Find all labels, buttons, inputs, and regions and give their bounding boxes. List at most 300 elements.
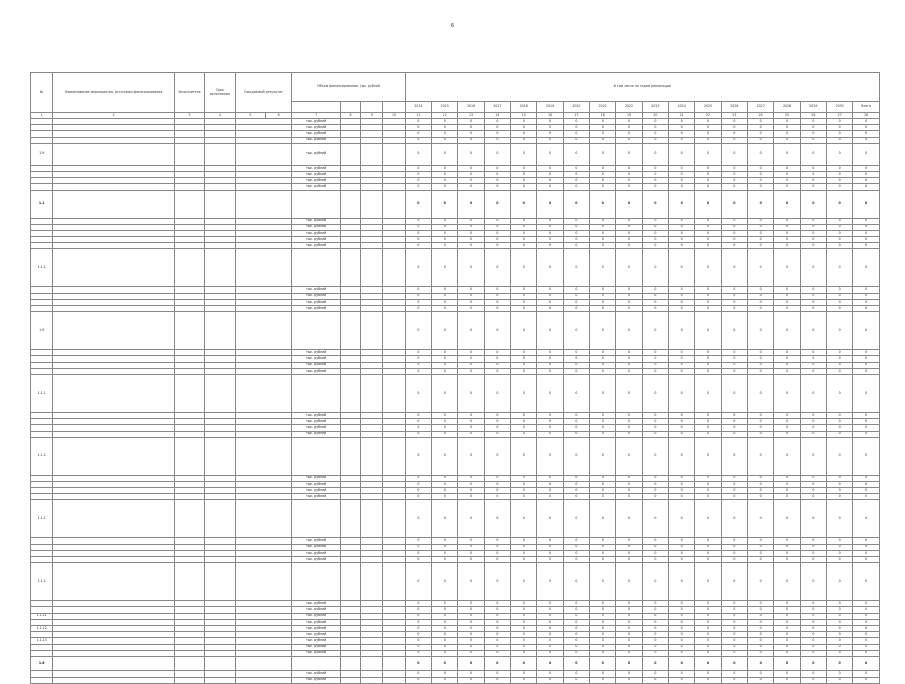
row-value: 0 [563,671,589,677]
row-deadline [205,437,235,475]
row-value: 0 [853,119,880,125]
row-value: 0 [695,218,721,224]
row-value: 0 [563,650,589,656]
row-value: 0 [642,131,668,137]
row-value: 0 [432,131,458,137]
row-value: 0 [432,419,458,425]
row-value: 0 [642,638,668,644]
row-value: 0 [616,356,642,362]
row-value: 0 [616,374,642,412]
row-value: 0 [774,425,800,431]
row-value: 0 [616,230,642,236]
row-value: 0 [774,356,800,362]
row-value: 0 [774,299,800,305]
row-value: 0 [721,350,747,356]
row-value: 0 [800,249,826,287]
row-value: 0 [537,230,563,236]
column-number: 10 [383,113,405,119]
row-value: 0 [827,488,853,494]
row-value: 0 [721,632,747,638]
row-value: 0 [774,431,800,437]
row-value: 0 [563,677,589,683]
row-value: 0 [458,650,484,656]
row-value: 0 [721,481,747,487]
row-value: 0 [405,243,431,249]
row-value: 0 [774,544,800,550]
row-number: 1.1.1 [31,563,53,601]
row-value: 0 [721,557,747,563]
column-number: 22 [695,113,721,119]
row-value: 0 [695,550,721,556]
row-value: 0 [511,125,537,131]
row-value: 0 [563,184,589,190]
row-unit: тыс. рублей [292,619,341,625]
row-value: 0 [721,625,747,631]
row-value: 0 [669,550,695,556]
row-value: 0 [695,237,721,243]
row-value: 0 [484,557,510,563]
row-value: 0 [537,125,563,131]
row-value: 0 [642,650,668,656]
row-ispoln [174,437,204,475]
row-value: 0 [563,237,589,243]
row-value: 0 [537,563,563,601]
row-value: 0 [458,644,484,650]
row-value: 0 [537,249,563,287]
row-value: 0 [853,143,880,165]
row-fin-3 [383,677,405,683]
row-value: 0 [853,550,880,556]
row-value: 0 [669,677,695,683]
row-value: 0 [511,165,537,171]
row-value: 0 [669,171,695,177]
row-value: 0 [853,677,880,683]
row-value: 0 [827,312,853,350]
row-value: 0 [800,601,826,607]
row-value: 0 [642,362,668,368]
row-value: 0 [484,306,510,312]
row-value: 0 [827,249,853,287]
row-value: 0 [853,625,880,631]
table-row [31,500,880,538]
row-value: 0 [537,638,563,644]
row-value: 0 [537,178,563,184]
row-value: 0 [432,412,458,418]
row-value: 0 [511,557,537,563]
row-value: 0 [432,293,458,299]
row-value: 0 [563,607,589,613]
row-value: 0 [748,178,774,184]
row-ispoln [174,563,204,601]
row-value: 0 [721,613,747,619]
row-value: 0 [405,178,431,184]
row-value: 0 [721,500,747,538]
row-value: 0 [484,550,510,556]
row-value: 0 [695,425,721,431]
row-value: 0 [827,563,853,601]
row-value: 0 [748,557,774,563]
row-value: 0 [563,544,589,550]
row-value: 0 [563,287,589,293]
row-value: 0 [748,165,774,171]
row-value: 0 [405,237,431,243]
row-value: 0 [642,431,668,437]
row-value: 0 [721,431,747,437]
header-year: 2029 [800,102,826,113]
row-value: 0 [695,619,721,625]
column-number: 25 [774,113,800,119]
column-number: 5 [235,113,265,119]
row-fin-3 [383,563,405,601]
row-value: 0 [458,306,484,312]
row-value: 0 [432,165,458,171]
row-value: 0 [590,237,616,243]
row-value: 0 [642,437,668,475]
row-value: 0 [537,494,563,500]
row-value: 0 [590,230,616,236]
row-value: 0 [405,190,431,218]
row-unit: тыс. рублей [292,143,341,165]
row-result [235,143,292,165]
row-value: 0 [642,374,668,412]
row-value: 0 [800,638,826,644]
row-value: 0 [432,178,458,184]
row-value: 0 [563,312,589,350]
row-value: 0 [590,224,616,230]
row-value: 0 [537,425,563,431]
row-value: 0 [616,119,642,125]
row-deadline [205,563,235,601]
row-value: 0 [484,218,510,224]
row-value: 0 [458,500,484,538]
row-value: 0 [511,601,537,607]
row-value: 0 [853,287,880,293]
row-value: 0 [590,137,616,143]
row-value: 0 [616,299,642,305]
row-value: 0 [748,243,774,249]
row-value: 0 [511,137,537,143]
row-value: 0 [484,419,510,425]
row-value: 0 [669,356,695,362]
row-value: 0 [695,601,721,607]
row-value: 0 [642,293,668,299]
row-value: 0 [774,625,800,631]
row-value: 0 [642,249,668,287]
row-value: 0 [827,613,853,619]
row-value: 0 [590,374,616,412]
row-value: 0 [853,350,880,356]
row-unit [292,563,341,601]
table-row [31,656,880,671]
row-value: 0 [827,671,853,677]
row-value: 0 [616,425,642,431]
header-fin-sub [292,102,341,113]
row-value: 0 [511,632,537,638]
row-value: 0 [405,131,431,137]
row-value: 0 [774,287,800,293]
row-value: 0 [827,412,853,418]
row-unit: тыс. рублей [292,475,341,481]
row-value: 0 [563,249,589,287]
row-value: 0 [800,607,826,613]
row-value: 0 [405,224,431,230]
row-value: 0 [458,481,484,487]
row-value: 0 [642,184,668,190]
row-value: 0 [800,131,826,137]
row-value: 0 [458,237,484,243]
row-value: 0 [774,601,800,607]
row-value: 0 [695,350,721,356]
row-value: 0 [695,481,721,487]
row-unit [292,249,341,287]
row-deadline [205,143,235,165]
row-value: 0 [642,656,668,671]
row-value: 0 [669,306,695,312]
row-value: 0 [800,230,826,236]
row-value: 0 [563,494,589,500]
row-value: 0 [721,644,747,650]
row-value: 0 [748,613,774,619]
row-value: 0 [616,143,642,165]
row-value: 0 [800,306,826,312]
row-value: 0 [590,293,616,299]
header-row-1 [31,73,880,102]
row-value: 0 [537,419,563,425]
row-value: 0 [563,178,589,184]
row-value: 0 [853,249,880,287]
row-value: 0 [642,563,668,601]
row-fin-3 [383,437,405,475]
row-value: 0 [405,165,431,171]
row-value: 0 [669,287,695,293]
column-number: 14 [484,113,510,119]
row-value: 0 [432,374,458,412]
row-value: 0 [405,137,431,143]
row-value: 0 [774,563,800,601]
row-value: 0 [590,125,616,131]
row-value: 0 [774,350,800,356]
row-value: 0 [511,190,537,218]
row-value: 0 [537,306,563,312]
row-value: 0 [800,165,826,171]
row-value: 0 [721,243,747,249]
row-number [31,677,53,683]
row-unit: тыс. рублей [292,550,341,556]
row-value: 0 [827,131,853,137]
row-value: 0 [432,143,458,165]
row-value: 0 [432,425,458,431]
row-value: 0 [669,374,695,412]
row-value: 0 [458,143,484,165]
row-value: 0 [432,494,458,500]
row-value: 0 [642,488,668,494]
row-unit [292,437,341,475]
row-value: 0 [537,287,563,293]
row-value: 0 [853,475,880,481]
row-value: 0 [669,619,695,625]
row-value: 0 [537,131,563,137]
row-value: 0 [590,475,616,481]
row-value: 0 [484,625,510,631]
row-name [53,374,175,412]
row-result [235,312,292,350]
row-value: 0 [853,500,880,538]
row-value: 0 [853,362,880,368]
row-value: 0 [616,677,642,683]
row-value: 0 [774,184,800,190]
row-ispoln [174,249,204,287]
row-value: 0 [774,656,800,671]
row-value: 0 [511,638,537,644]
row-value: 0 [695,119,721,125]
row-value: 0 [590,287,616,293]
row-value: 0 [432,538,458,544]
row-value: 0 [458,412,484,418]
row-value: 0 [748,362,774,368]
row-value: 0 [669,312,695,350]
row-value: 0 [432,488,458,494]
row-value: 0 [800,224,826,230]
row-value: 0 [458,178,484,184]
row-fin-1 [340,143,360,165]
row-value: 0 [616,644,642,650]
row-value: 0 [695,671,721,677]
column-number: 8 [340,113,360,119]
row-value: 0 [432,184,458,190]
row-unit [292,374,341,412]
row-value: 0 [827,419,853,425]
row-value: 0 [721,374,747,412]
column-number: 20 [642,113,668,119]
row-value: 0 [642,481,668,487]
row-value: 0 [721,419,747,425]
row-unit: тыс. рублей [292,293,341,299]
row-value: 0 [642,500,668,538]
row-value: 0 [774,613,800,619]
row-value: 0 [748,625,774,631]
column-number: 28 [853,113,880,119]
row-value: 0 [853,607,880,613]
row-value: 0 [748,143,774,165]
row-value: 0 [563,488,589,494]
row-value: 0 [774,218,800,224]
row-value: 0 [800,419,826,425]
row-value: 0 [695,143,721,165]
row-value: 0 [827,437,853,475]
row-value: 0 [405,312,431,350]
row-value: 0 [432,607,458,613]
row-value: 0 [458,356,484,362]
row-value: 0 [537,374,563,412]
row-value: 0 [774,650,800,656]
row-value: 0 [590,243,616,249]
row-value: 0 [853,137,880,143]
row-value: 0 [563,632,589,638]
row-value: 0 [695,178,721,184]
row-value: 0 [774,293,800,299]
row-value: 0 [642,475,668,481]
row-value: 0 [642,425,668,431]
row-value: 0 [616,656,642,671]
row-value: 0 [458,165,484,171]
row-value: 0 [695,306,721,312]
row-unit: тыс. рублей [292,671,341,677]
table-row [31,374,880,412]
row-value: 0 [537,312,563,350]
row-value: 0 [827,601,853,607]
row-value: 0 [511,230,537,236]
row-value: 0 [484,119,510,125]
row-value: 0 [537,625,563,631]
row-value: 0 [800,677,826,683]
row-value: 0 [405,143,431,165]
row-name [53,500,175,538]
row-value: 0 [800,488,826,494]
column-number: 11 [405,113,431,119]
row-value: 0 [484,431,510,437]
header-year: 2021 [590,102,616,113]
row-value: 0 [590,607,616,613]
row-value: 0 [800,437,826,475]
row-value: 0 [432,644,458,650]
row-value: 0 [511,619,537,625]
row-value: 0 [511,644,537,650]
row-value: 0 [853,171,880,177]
row-unit: тыс. рублей [292,137,341,143]
header-year: 2014 [405,102,431,113]
row-value: 0 [774,312,800,350]
row-value: 0 [695,677,721,683]
row-value: 0 [511,368,537,374]
row-value: 0 [458,638,484,644]
row-value: 0 [458,544,484,550]
row-value: 0 [800,299,826,305]
row-value: 0 [484,299,510,305]
row-value: 0 [721,293,747,299]
row-deadline [205,190,235,218]
row-value: 0 [432,475,458,481]
row-value: 0 [563,644,589,650]
row-unit: тыс. рублей [292,165,341,171]
header-fin-sub [383,102,405,113]
row-unit: тыс. рублей [292,237,341,243]
row-value: 0 [748,419,774,425]
table-row [31,677,880,683]
row-value: 0 [432,356,458,362]
row-fin-2 [361,249,383,287]
row-unit: тыс. рублей [292,243,341,249]
row-value: 0 [669,119,695,125]
row-value: 0 [405,119,431,125]
row-value: 0 [642,125,668,131]
row-value: 0 [432,362,458,368]
row-value: 0 [405,230,431,236]
row-number: 1.1 [31,190,53,218]
row-value: 0 [563,419,589,425]
row-value: 0 [405,644,431,650]
row-value: 0 [563,638,589,644]
row-value: 0 [642,544,668,550]
row-value: 0 [695,538,721,544]
row-value: 0 [563,218,589,224]
row-value: 0 [432,677,458,683]
row-value: 0 [721,356,747,362]
row-value: 0 [774,638,800,644]
row-value: 0 [748,488,774,494]
row-value: 0 [748,412,774,418]
row-unit: тыс. рублей [292,171,341,177]
row-value: 0 [827,119,853,125]
